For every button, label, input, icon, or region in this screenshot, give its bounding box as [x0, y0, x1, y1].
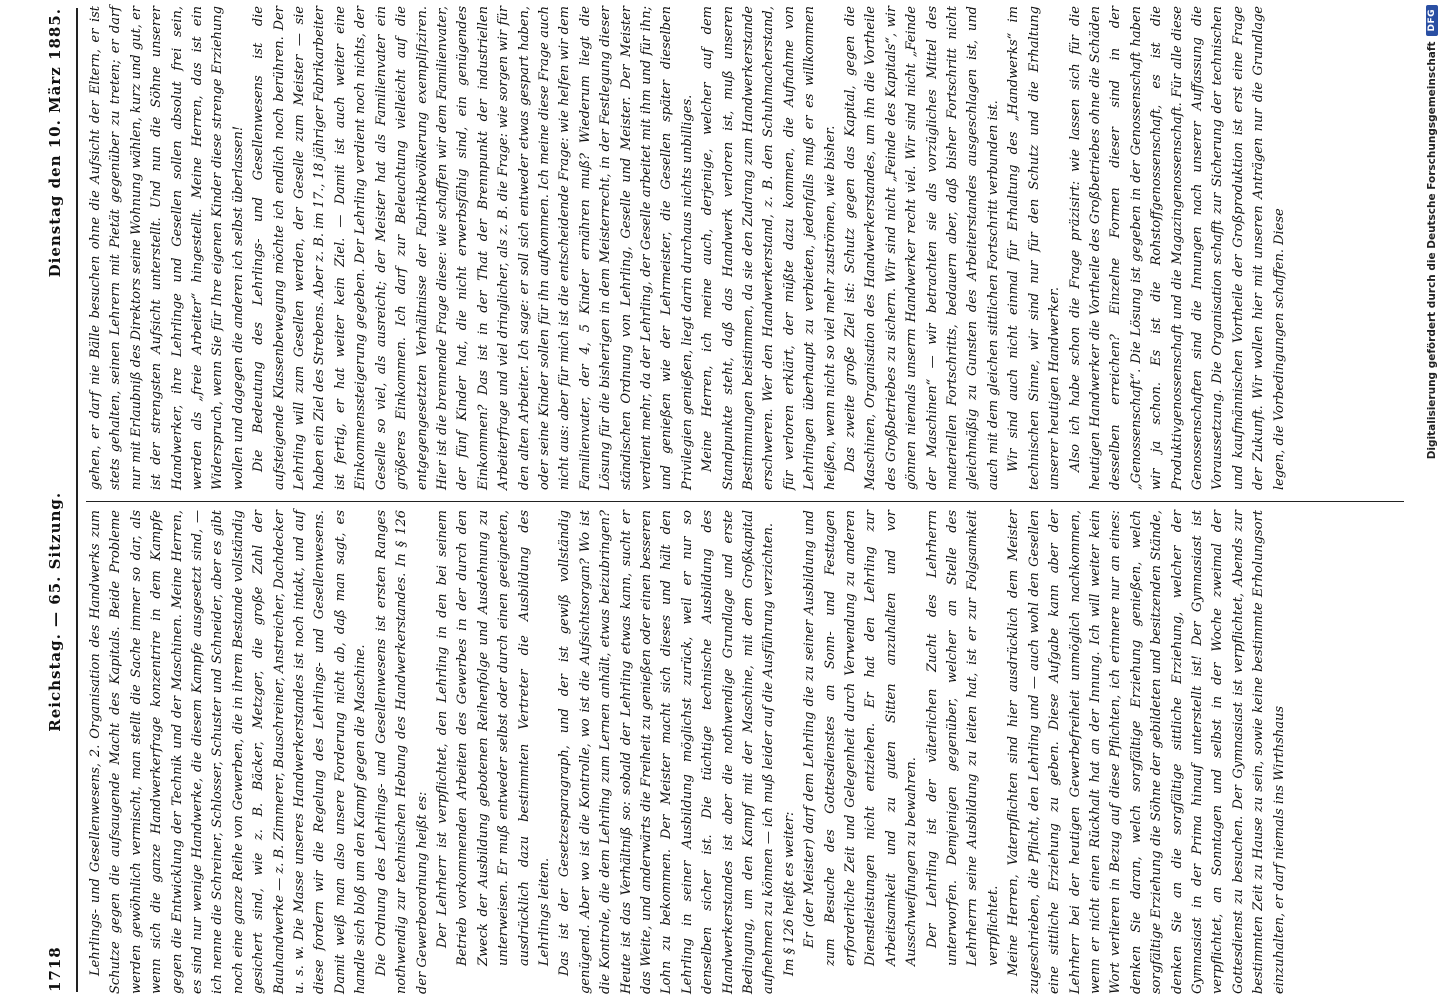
quoted-paragraph: Er (der Meister) darf dem Lehrling die zu seiner Ausbildung und zum Besuche des Gottesdienstes an Sonn- und Festtagen erforderliche Zeit und Gelegenheit durch Verwendung zu anderen Dienstleistungen nicht entziehen. Er hat den Lehrling zur Arbeitsamkeit und zu guten Sitten anzuhalten und vor Ausschweifungen zu bewahren. [802, 510, 920, 966]
session-date: Dienstag den 10. März 1885. [46, 8, 64, 278]
column-divider [86, 501, 1404, 502]
paragraph: Die Ordnung des Lehrlings- und Gesellenwesens ist ersten Ranges nothwendig zur technischen Hebung des Handwerkerstandes. In § 126 der Gewerbeordnung heißt es: [373, 510, 430, 994]
paragraph: Meine Herren, Vaterpflichten sind hier ausdrücklich dem Meister zugeschrieben, die Pflicht, den Lehrling und — auch wohl den Gesellen eine sittliche Erziehung zu geben. Diese Aufgabe kann aber der Lehrherr bei der heutigen Gewerbefreiheit unmöglich nachkommen, wenn er nicht einen Rückhalt hat an der Innung. Ich will weiter kein Wort verlieren in Bezug auf diese Pflichten, ich erinnere nur an eines: denken Sie daran, welch sorgfältige Erziehung genießen, welch sorgfältige Erziehung die Söhne der gebildeten und besitzenden Stände, denken Sie an die sorgfältige sittliche Erziehung, welcher der Gymnasiast in der Prima hinauf unterstellt ist! Der Gymnasiast ist verpflichtet, an Sonntagen und selbst in der Woche zweimal der Gottesdienst zu besuchen. Der Gymnasiast ist verpflichtet, Abends zur bestimmten Zeit zu Hause zu sein, sowie keine bestimmte Erholungsort einzuhalten, er darf niemals ins Wirthshaus [1006, 510, 1287, 994]
paragraph: gehen, er darf nie Bälle besuchen ohne die Aufsicht der Eltern, er ist stets gehalten, seinen Lehrern mit Pietät gegenüber zu treten; er darf nur mit Erlaubniß des Direktors seine Wohnung wählen, kurz und gut, er ist der strengsten Aufsicht unterstellt. Und nun die Söhne unserer Handwerker, ihre Lehrlinge und Gesellen sollen absolut frei sein, werden als „freie Arbeiter“ hingestellt. Meine Herren, das ist ein Widerspruch, wenn Sie für Ihre eigenen Kinder diese strenge Erziehung wollen und dagegen die anderen ich selbst überlassen! [88, 6, 246, 490]
paragraph: Die Bedeutung des Lehrlings- und Gesellenwesens ist die aufsteigende Klassenbewegung möchte ich endlich noch berühren. Der Lehrling will zum Gesellen werden, der Geselle zum Meister — sie haben ein Ziel des Strebens. Aber z. B. im 17., 18 jähriger Fabrikarbeiter ist fertig, er hat weiter kein Ziel. — Damit ist auch weiter eine Einkommenssteigerung gegeben. Der Lehrling verdient noch nichts, der Geselle so viel, als ausreicht; der Meister hat als Familienvater ein größeres Einkommen. Ich darf zur Beleuchtung vielleicht auf die entgegengesetzten Verhältnisse der Fabrikbevölkerung exemplifiziren. Hier ist die brennende Frage diese: wie schaffen wir dem Familienvater, der fünf Kinder hat, die nicht erwerbsfähig sind, ein genügendes Einkommen? Das ist in der That der Brennpunkt der industriellen Arbeiterfrage und viel dringlicher, als z. B. die Frage: wie sorgen wir für den alten Arbeiter. Ich sage: er soll sich entweder etwas gespart haben, oder seine Kinder sollen für ihn aufkommen. Ich meine diese Frage auch nicht aus: aber für mich ist die entscheidende Frage: wie helfen wir dem Familienvater, der 4, 5 Kinder ernähren muß? Wiederum liegt die Lösung für die bisherigen in dem Meisterrecht, in der Festlegung dieser ständischen Ordnung von Lehrling, Geselle und Meister. Der Meister verdient mehr, da der Lehrling, der Geselle arbeitet mit ihm und für ihn; und genießen wie der Lehrmeister, die Gesellen später dieselben Privilegien genießen, liegt darin durchaus nichts unbilliges. [251, 6, 695, 490]
page-number: 1718 [46, 946, 64, 992]
page-header [36, 8, 74, 992]
quoted-paragraph: Der Lehrling ist der väterlichen Zucht des Lehrherrn unterworfen. Demjenigen gegenüber, welcher an Stelle des Lehrherrn seine Ausbildung zu leiten hat, ist er zur Folgsamkeit verpflichtet. [924, 510, 1001, 966]
paragraph: Lehrlings- und Gesellenwesens, 2. Organisation des Handwerks zum Schutze gegen die aufsaugende Macht des Kapitals. Beide Probleme werden gewöhnlich vermischt, man stellt die Sache immer so dar, als wenn sich die ganze Handwerkerfrage konzentrire in dem Kampfe gegen die Entwicklung der Technik und der Maschinen. Meine Herren, es sind nur wenige Handwerke, die diesem Kampfe ausgesetzt sind, — ich nenne die Schreiner, Schlosser, Schuster und Schneider, aber es gibt noch eine ganze Reihe von Gewerben, die in ihrem Bestande vollständig gesichert sind, wie z. B. Bäcker, Metzger, die große Zahl der Bauhandwerke — z. B. Zimmerer, Bauschreiner, Anstreicher, Dachdecker u. s. w. Die Masse unseres Handwerkerstandes ist noch intakt, und auf diese fordern wir die Regelung des Lehrlings- und Gesellenwesens. Damit weiß man also unsere Forderung nicht ab, daß man sagt, es handle sich bloß um den Kampf gegen die Maschine. [88, 509, 369, 994]
header-rule [76, 8, 78, 992]
paragraph: Also ich habe schon die Frage präzisirt: wie lassen sich für die heutigen Handwerker die Vortheile des Großbetriebes ohne die Schäden desselben erreichen? Einzelne Formen dieser sind in der „Genossenschaft“. Die Lösung ist gegeben in der Genossenschaft haben wir ja schon. Es ist die Rohstoffgenossenschaft, es ist die Produktivgenossenschaft und die Magazingenossenschaft. Für alle diese Genossenschaften sind die Innungen nach unserer Auffassung die Voraussetzung. Die Organisation schafft zur Sicherung der technischen und kaufmännischen Vortheile der Großproduktion ist erst eine Frage der Zukunft. Wir wollen hier mit unseren Anträgen nur die Grundlage legen, die Vorbedingungen schaffen. Diese [1067, 6, 1287, 490]
scanned-page [30, 0, 1410, 1000]
paragraph: Meine Herren, ich meine auch, derjenige, welcher auf dem Standpunkte steht, daß das Handwerk verloren ist, muß unseren Bestimmungen beistimmen, da sie den Zudrang zum Handwerkerstande erschweren. Wer den Handwerkerstand, z. B. den Schuhmacherstand, für verloren erklärt, der müßte dazu kommen, die Aufnahme von Lehrlingen überhaupt zu verbieten, jedenfalls muß er es willkommen heißen, wenn nicht so viel mehr zuströmen, wie bisher. [700, 6, 838, 490]
session-title: Reichstag. — 65. Sitzung. [46, 491, 64, 732]
paragraph: Das zweite große Ziel ist: Schutz gegen das Kapital, gegen die Maschinen, Organisation des Handwerkerstandes, um ihn die Vortheile des Großbetriebes zu sichern. Wir sind nicht „Feinde des Kapitals“, wir gönnen niemals unserm Handwerker recht viel. Wir sind nicht „Feinde der Maschinen“ — wir betrachten sie als vorzügliches Mittel des materiellen Fortschritts, bedauern aber, daß bisher Fortschritt nicht gleichmäßig zu Gunsten des Arbeiterstandes ausgeschlagen ist, und auch mit dem gleichen sittlichen Fortschritt verbunden ist. [843, 6, 1001, 490]
paragraph: Im § 126 heißt es weiter: [781, 811, 797, 976]
dfg-logo-icon: DFG [1426, 5, 1438, 36]
digitization-sidebar [1404, 0, 1438, 1000]
left-column [86, 510, 1406, 994]
right-column [86, 6, 1406, 490]
paragraph: Das ist der Gesetzesparagraph, und der ist gewiß vollständig genügend. Aber wo ist die Kontrolle, wo ist die Aufsichtsorgan? Wo ist die Kontrole, die dem Lehrling zum Lernen anhält, etwas beizubringen? Heute ist das Verhältniß so: sobald der Lehrling etwas kann, sucht er das Weite, und anderwärts die Freiheit zu genießen oder einen besseren Lohn zu bekommen. Der Meister macht sich dieses und hält den Lehrling in seiner Ausbildung möglichst zurück, weil er nur so denselben sicher ist. Die tüchtige technische Ausbildung des Handwerkerstandes ist aber die nothwendige Grundlage und erste Bedingung, um den Kampf mit der Maschine, mit dem Großkapital aufnehmen zu können — ich muß leider auf die Ausführung verzichten. [557, 510, 777, 994]
paragraph: Wir sind auch nicht einmal für Erhaltung des „Handwerks“ im technischen Sinne, wir sind nur für den Schutz und die Erhaltung unserer heutigen Handwerker. [1006, 6, 1063, 490]
quoted-paragraph: Der Lehrherr ist verpflichtet, den Lehrling in den bei seinem Betrieb vorkommenden Arbeiten des Gewerbes in der durch den Zweck der Ausbildung gebotenen Reihenfolge und Ausdehnung zu unterweisen. Er muß entweder selbst oder durch einen geeigneten, ausdrücklich dazu bestimmten Vertreter die Ausbildung des Lehrlings leiten. [434, 510, 552, 966]
digitization-credit: Digitalisierung gefördert durch die Deutsche Forschungsgemeinschaft [1426, 41, 1438, 460]
